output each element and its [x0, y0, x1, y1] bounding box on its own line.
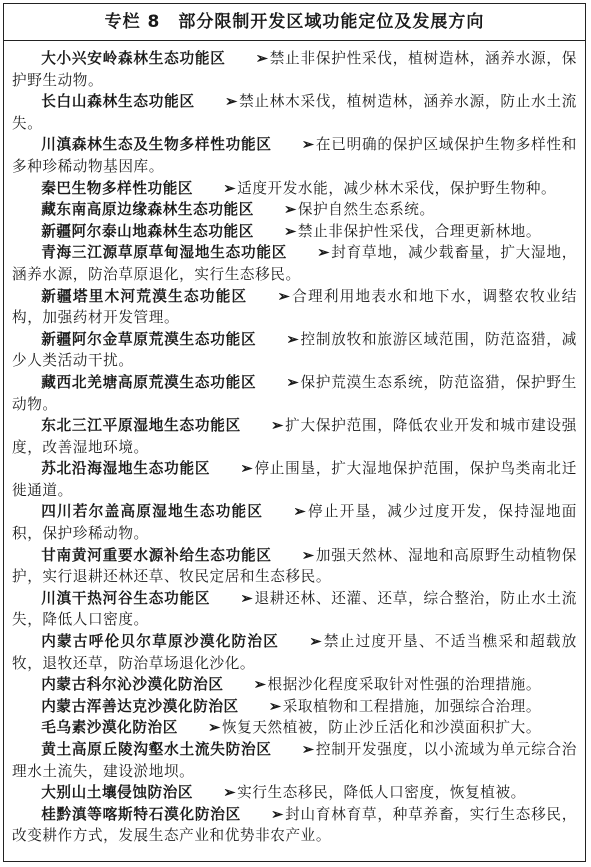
zone-entry — [12, 696, 577, 718]
zone-direction: 封育草地，减少载畜量，扩大湿地，涵养水源，防治草原退化，实行生态移民。 — [12, 244, 577, 283]
zone-entry — [12, 458, 577, 501]
zone-entry — [12, 588, 577, 631]
zone-name: 桂黔滇等喀斯特石漠化防治区 — [41, 805, 241, 823]
zone-entry — [12, 242, 577, 285]
zone-direction: 退耕还林、还灌、还草，综合整治，防止水土流失，降低人口密度。 — [12, 589, 577, 629]
column-title-text: 部分限制开发区域功能定位及发展方向 — [178, 12, 485, 32]
zone-name: 藏西北羌塘高原荒漠生态功能区 — [41, 373, 257, 391]
zone-name: 大别山土壤侵蚀防治区 — [41, 784, 194, 802]
arrow-icon: ➢ — [268, 697, 282, 715]
zone-name: 新疆阿尔金草原荒漠生态功能区 — [41, 330, 257, 348]
zone-entry — [12, 199, 577, 221]
arrow-icon: ➢ — [286, 373, 300, 391]
arrow-icon: ➢ — [253, 676, 267, 694]
arrow-icon: ➢ — [317, 244, 331, 262]
zone-name: 四川若尔盖高原湿地生态功能区 — [41, 503, 264, 521]
arrow-icon: ➢ — [225, 93, 238, 111]
zone-name: 藏东南高原边缘森林生态功能区 — [41, 201, 254, 219]
zone-entry — [12, 501, 577, 544]
zone-entry — [12, 804, 577, 847]
zone-entry — [12, 372, 577, 415]
arrow-icon: ➢ — [284, 201, 297, 219]
zone-name: 秦巴生物多样性功能区 — [41, 179, 194, 197]
zone-direction: 加强天然林、湿地和高原野生动植物保护，实行退耕还林还草、牧民定居和生态移民。 — [12, 546, 577, 586]
column-box — [3, 3, 586, 862]
zone-name: 内蒙古科尔沁沙漠化防治区 — [41, 676, 224, 694]
zone-entry — [12, 717, 577, 739]
zone-entry — [12, 415, 577, 458]
arrow-icon: ➢ — [284, 222, 297, 240]
zone-direction: 禁止非保护性采伐，植树造林，涵养水源，保护野生动物。 — [12, 50, 577, 89]
zone-entry — [12, 286, 577, 329]
zone-direction: 控制开发强度，以小流域为单元综合治理水土流失，建设淤地坝。 — [12, 741, 577, 780]
zone-direction: 扩大保护范围，降低农业开发和城市建设强度，改善湿地环境。 — [12, 417, 577, 456]
zone-direction: 禁止非保护性采伐，合理更新林地。 — [297, 222, 542, 240]
arrow-icon: ➢ — [301, 546, 315, 564]
zone-entry — [12, 739, 577, 782]
arrow-icon: ➢ — [293, 503, 307, 521]
zone-entry — [12, 329, 577, 372]
arrow-icon: ➢ — [271, 805, 284, 823]
zone-name: 内蒙古呼伦贝尔草原沙漠化防治区 — [41, 633, 280, 651]
zone-name: 新疆阿尔泰山地森林生态功能区 — [41, 222, 254, 240]
arrow-icon: ➢ — [309, 633, 323, 651]
zone-name: 大小兴安岭森林生态功能区 — [41, 50, 226, 67]
zone-direction: 禁止林木采伐，植树造林，涵养水源，防止水土流失。 — [12, 93, 577, 132]
zone-name: 川滇森林生态及生物多样性功能区 — [41, 136, 272, 154]
arrow-icon: ➢ — [255, 50, 269, 67]
zone-name: 内蒙古浑善达克沙漠化防治区 — [41, 697, 239, 715]
zone-entry — [12, 545, 577, 588]
zone-entry — [12, 674, 577, 696]
zone-entry — [12, 134, 577, 177]
zone-direction: 适度开发水能，减少林木采伐，保护野生物种。 — [237, 179, 557, 197]
zone-direction: 实行生态移民，降低人口密度，恢复植被。 — [237, 784, 526, 802]
zone-name: 东北三江平原湿地生态功能区 — [41, 417, 241, 435]
zone-name: 青海三江源草原草甸湿地生态功能区 — [41, 244, 288, 262]
arrow-icon: ➢ — [223, 179, 237, 197]
zone-direction: 停止开垦，减少过度开发，保持湿地面积，保护珍稀动物。 — [12, 503, 578, 543]
arrow-icon: ➢ — [208, 719, 221, 737]
zone-name: 毛乌素沙漠化防治区 — [41, 719, 178, 737]
arrow-icon: ➢ — [301, 741, 315, 758]
zone-direction: 控制放牧和旅游区域范围，防范盗猎，减少人类活动干扰。 — [12, 330, 577, 370]
zone-entry — [12, 91, 577, 134]
zone-direction: 停止围垦，扩大湿地保护范围，保护鸟类南北迁徙通道。 — [12, 460, 577, 499]
arrow-icon: ➢ — [271, 417, 284, 435]
column-number: 专栏 8 — [104, 12, 161, 32]
zone-entry — [12, 631, 577, 674]
zone-direction: 恢复天然植被，防止沙丘活化和沙漠面积扩大。 — [221, 719, 542, 737]
zone-name: 新疆塔里木河荒漠生态功能区 — [41, 287, 248, 305]
arrow-icon: ➢ — [277, 287, 291, 305]
zone-direction: 保护自然生态系统。 — [297, 201, 435, 219]
zone-list — [12, 48, 577, 847]
zone-direction: 保护荒漠生态系统，防范盗猎，保护野生动物。 — [12, 373, 577, 413]
zone-direction: 在已明确的保护区域保护生物多样性和多种珍稀动物基因库。 — [12, 136, 577, 175]
zone-direction: 采取植物和工程措施，加强综合治理。 — [282, 697, 542, 715]
zone-entry — [12, 221, 577, 243]
zone-direction: 根据沙化程度采取针对性强的治理措施。 — [267, 676, 542, 694]
zone-name: 川滇干热河谷生态功能区 — [41, 589, 211, 607]
arrow-icon: ➢ — [301, 136, 315, 154]
zone-name: 甘南黄河重要水源补给生态功能区 — [41, 546, 272, 564]
zone-entry — [12, 48, 577, 91]
zone-direction: 禁止过度开垦、不适当樵采和超载放牧，退牧还草，防治草场退化沙化。 — [12, 633, 577, 672]
arrow-icon: ➢ — [286, 330, 300, 348]
zone-direction: 封山育林育草，种草养畜，实行生态移民，改变耕作方式，发展生态产业和优势非农产业。 — [12, 805, 577, 845]
zone-name: 长白山森林生态功能区 — [41, 93, 195, 111]
arrow-icon: ➢ — [223, 784, 237, 802]
zone-direction: 合理利用地表水和地下水，调整农牧业结构，加强药材开发管理。 — [12, 287, 577, 327]
zone-name: 苏北沿海湿地生态功能区 — [41, 460, 211, 478]
arrow-icon: ➢ — [240, 460, 254, 478]
zone-entry — [12, 782, 577, 804]
zone-name: 黄土高原丘陵沟壑水土流失防治区 — [41, 741, 272, 758]
arrow-icon: ➢ — [240, 589, 254, 607]
column-title — [4, 4, 585, 41]
zone-entry — [12, 178, 577, 200]
